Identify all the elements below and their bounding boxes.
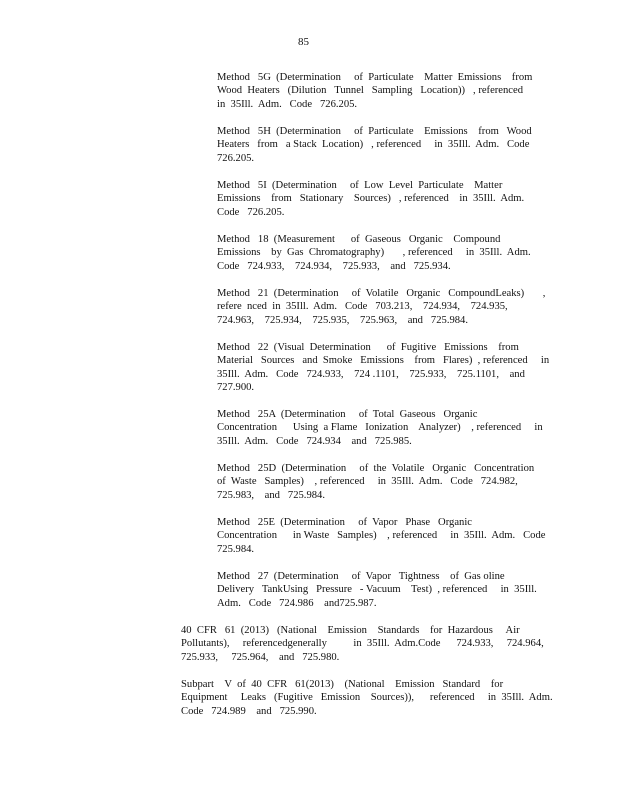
reference-line: Method 27 (Determination of Vapor Tightness of Gas oline	[217, 571, 505, 582]
reference-line: Concentration in Waste Samples) , referenced in 35Ill. Adm. Code	[217, 530, 546, 542]
reference-entry	[217, 570, 537, 610]
reference-line: 35Ill. Adm. Code 724.934 and 725.985.	[217, 435, 412, 447]
reference-entry	[217, 287, 545, 327]
reference-line: Method 5I (Determination of Low Level Particulate Matter	[217, 180, 503, 191]
reference-line: 724.963, 725.934, 725.935, 725.963, and 725.984.	[217, 314, 469, 326]
reference-entry	[217, 516, 545, 556]
reference-line: Code 726.205.	[217, 206, 285, 218]
reference-line: Adm. Code 724.986 and725.987.	[217, 597, 377, 609]
reference-line: Emissions from Stationary Sources) , referenced in 35Ill. Adm.	[217, 193, 525, 205]
reference-line: Method 5G (Determination of Particulate Matter Emissions from	[217, 72, 533, 83]
reference-entry	[217, 462, 534, 502]
reference-line: Subpart V of 40 CFR 61(2013) (National Emission Standard for	[181, 679, 504, 690]
reference-line: Method 18 (Measurement of Gaseous Organic Compound	[217, 234, 501, 245]
reference-line: Delivery TankUsing Pressure - Vacuum Test) , referenced in 35Ill.	[217, 584, 537, 596]
reference-line: Method 25E (Determination of Vapor Phase Organic	[217, 517, 472, 528]
reference-entry	[181, 678, 553, 718]
reference-entry	[217, 125, 532, 165]
reference-line: 727.900.	[217, 382, 255, 394]
reference-line: 725.933, 725.964, and 725.980.	[181, 651, 340, 663]
reference-line: 40 CFR 61 (2013) (National Emission Standards for Hazardous Air	[181, 625, 520, 636]
reference-line: Equipment Leaks (Fugitive Emission Sources)), referenced in 35Ill. Adm.	[181, 692, 553, 704]
reference-line: of Waste Samples) , referenced in 35Ill. Adm. Code 724.982,	[217, 476, 518, 488]
reference-line: Method 25A (Determination of Total Gaseous Organic	[217, 409, 478, 420]
reference-entry	[217, 341, 549, 395]
reference-line: 35Ill. Adm. Code 724.933, 724 .1101, 725.933, 725.1101, and	[217, 368, 525, 380]
reference-entry	[217, 179, 524, 219]
reference-line: Material Sources and Smoke Emissions from Flares) , referenced in	[217, 355, 550, 367]
reference-entry	[217, 71, 532, 111]
reference-line: Code 724.933, 724.934, 725.933, and 725.934.	[217, 260, 451, 272]
reference-line: 725.984.	[217, 543, 255, 555]
reference-line: Concentration Using a Flame Ionization Analyzer) , referenced in	[217, 422, 543, 434]
reference-line: 726.205.	[217, 152, 255, 164]
reference-line: Code 724.989 and 725.990.	[181, 705, 317, 717]
reference-line: Method 21 (Determination of Volatile Organic CompoundLeaks) ,	[217, 288, 546, 299]
reference-line: Pollutants), referencedgenerally in 35Ill. Adm.Code 724.933, 724.964,	[181, 638, 544, 650]
reference-line: Wood Heaters (Dilution Tunnel Sampling Location)) , referenced	[217, 85, 524, 97]
reference-entry	[217, 233, 531, 273]
reference-line: refere nced in 35Ill. Adm. Code 703.213, 724.934, 724.935,	[217, 301, 508, 313]
reference-line: 725.983, and 725.984.	[217, 489, 325, 501]
reference-line: Heaters from a Stack Location) , referenced in 35Ill. Adm. Code	[217, 139, 530, 151]
page-number: 85	[298, 36, 309, 48]
reference-entry	[181, 624, 544, 664]
reference-line: Method 22 (Visual Determination of Fugitive Emissions from	[217, 342, 519, 353]
reference-line: Emissions by Gas Chromatography) , referenced in 35Ill. Adm.	[217, 247, 531, 259]
reference-line: Method 25D (Determination of the Volatile Organic Concentration	[217, 463, 535, 474]
reference-entry	[217, 408, 543, 448]
reference-line: in 35Ill. Adm. Code 726.205.	[217, 98, 358, 110]
reference-line: Method 5H (Determination of Particulate Emissions from Wood	[217, 126, 532, 137]
